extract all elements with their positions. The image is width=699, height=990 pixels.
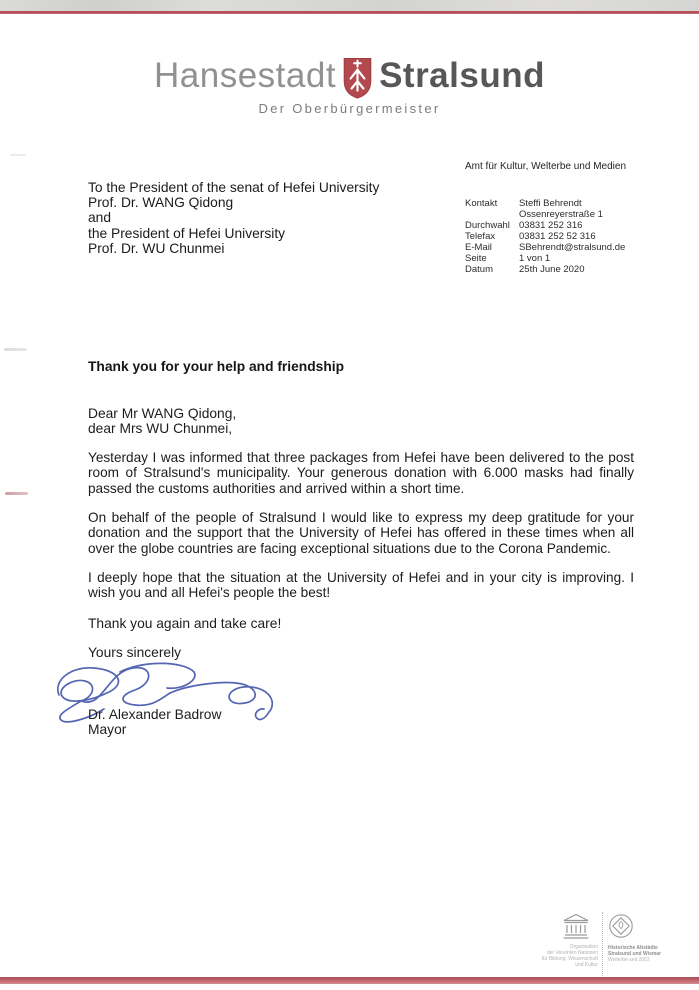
subject-line: Thank you for your help and friendship: [88, 359, 345, 374]
contact-row: [465, 242, 625, 253]
contact-row: [465, 209, 625, 220]
unesco-caption-line: für Bildung, Wissenschaft: [541, 956, 598, 962]
salutation-line: dear Mrs WU Chunmei,: [88, 420, 233, 436]
unesco-caption-line: Organisation: [569, 944, 598, 950]
contact-label: Datum: [465, 264, 493, 275]
contact-label: Telefax: [465, 231, 496, 242]
scan-edge-top: [0, 0, 699, 11]
body-paragraph: Thank you again and take care!: [88, 616, 282, 631]
unesco-caption-line: der Vereinten Nationen: [546, 950, 598, 956]
footer-logos: [500, 910, 690, 978]
brand-hansestadt-text: Hansestadt: [154, 56, 337, 95]
contact-label: E-Mail: [465, 242, 492, 253]
stralsund-shield-icon: [343, 57, 372, 99]
fold-mark: [4, 348, 27, 351]
fold-mark: [10, 154, 26, 156]
scan-red-line-top: [0, 11, 699, 14]
contact-row: [465, 253, 625, 264]
contact-info-block: [465, 198, 625, 275]
unesco-caption-line: und Kultur: [575, 962, 598, 968]
letterhead-logotype: [0, 56, 699, 96]
contact-row: [465, 231, 625, 242]
contact-label: Durchwahl: [465, 220, 510, 231]
unesco-caption: [500, 944, 598, 968]
heritage-caption-line: Welterbe seit 2002: [608, 957, 650, 963]
contact-label: Seite: [465, 253, 487, 264]
recipient-address: [88, 180, 379, 256]
salutation-line: Dear Mr WANG Qidong,: [88, 406, 237, 421]
contact-value: 1 von 1: [519, 253, 551, 264]
department-line: Amt für Kultur, Welterbe und Medien: [465, 161, 627, 172]
recipient-line: To the President of the senat of Hefei University: [88, 180, 380, 195]
contact-value: Ossenreyerstraße 1: [519, 209, 603, 220]
body-paragraph: On behalf of the people of Stralsund I would like to express my deep gratitude for your donation and the support that the University of Hefei has offered in these times when all over the globe countries are facing exceptional situations due to the Corona Pandemic.: [88, 510, 634, 556]
contact-value: 03831 252 316: [519, 220, 583, 231]
body-paragraph: I deeply hope that the situation at the University of Hefei and in your city is improving. I wish you and all Hefei's people the best!: [88, 570, 634, 601]
unesco-temple-icon: [562, 913, 590, 941]
letterhead: [0, 56, 699, 116]
recipient-line: Prof. Dr. WANG Qidong: [88, 195, 234, 211]
signature-block: [88, 707, 221, 737]
contact-value: 03831 252 52 316: [519, 231, 596, 242]
signer-name: Dr. Alexander Badrow: [88, 707, 222, 722]
contact-row: [465, 220, 625, 231]
closing-line: Yours sincerely: [88, 645, 182, 660]
salutation: [88, 407, 236, 437]
contact-value: Steffi Behrendt: [519, 198, 582, 209]
recipient-line: the President of Hefei University: [88, 225, 286, 241]
contact-row: [465, 198, 625, 209]
recipient-line: and: [88, 210, 112, 226]
contact-label: Kontakt: [465, 198, 498, 209]
heritage-caption-line: Historische Altstädte: [608, 945, 658, 951]
letterhead-subtitle: Der Oberbürgermeister: [258, 101, 441, 116]
scan-edge-bottom: [0, 977, 699, 984]
recipient-line: Prof. Dr. WU Chunmei: [88, 240, 225, 256]
contact-row: [465, 264, 625, 275]
fold-mark: [5, 492, 28, 495]
heritage-caption: [608, 945, 688, 963]
contact-value: SBehrendt@stralsund.de: [519, 242, 626, 253]
signer-title: Mayor: [88, 722, 127, 738]
heritage-caption-line: Stralsund und Wismar: [608, 951, 662, 957]
contact-value: 25th June 2020: [519, 264, 585, 275]
footer-divider: [602, 912, 603, 976]
body-paragraph: Yesterday I was informed that three packages from Hefei have been delivered to the post room of Stralsund's municipality. Your generous donation with 6.000 masks had finally passed the customs authorities and arrived within a short time.: [88, 450, 634, 496]
world-heritage-emblem-icon: [608, 913, 634, 939]
brand-stralsund-text: Stralsund: [379, 56, 545, 95]
